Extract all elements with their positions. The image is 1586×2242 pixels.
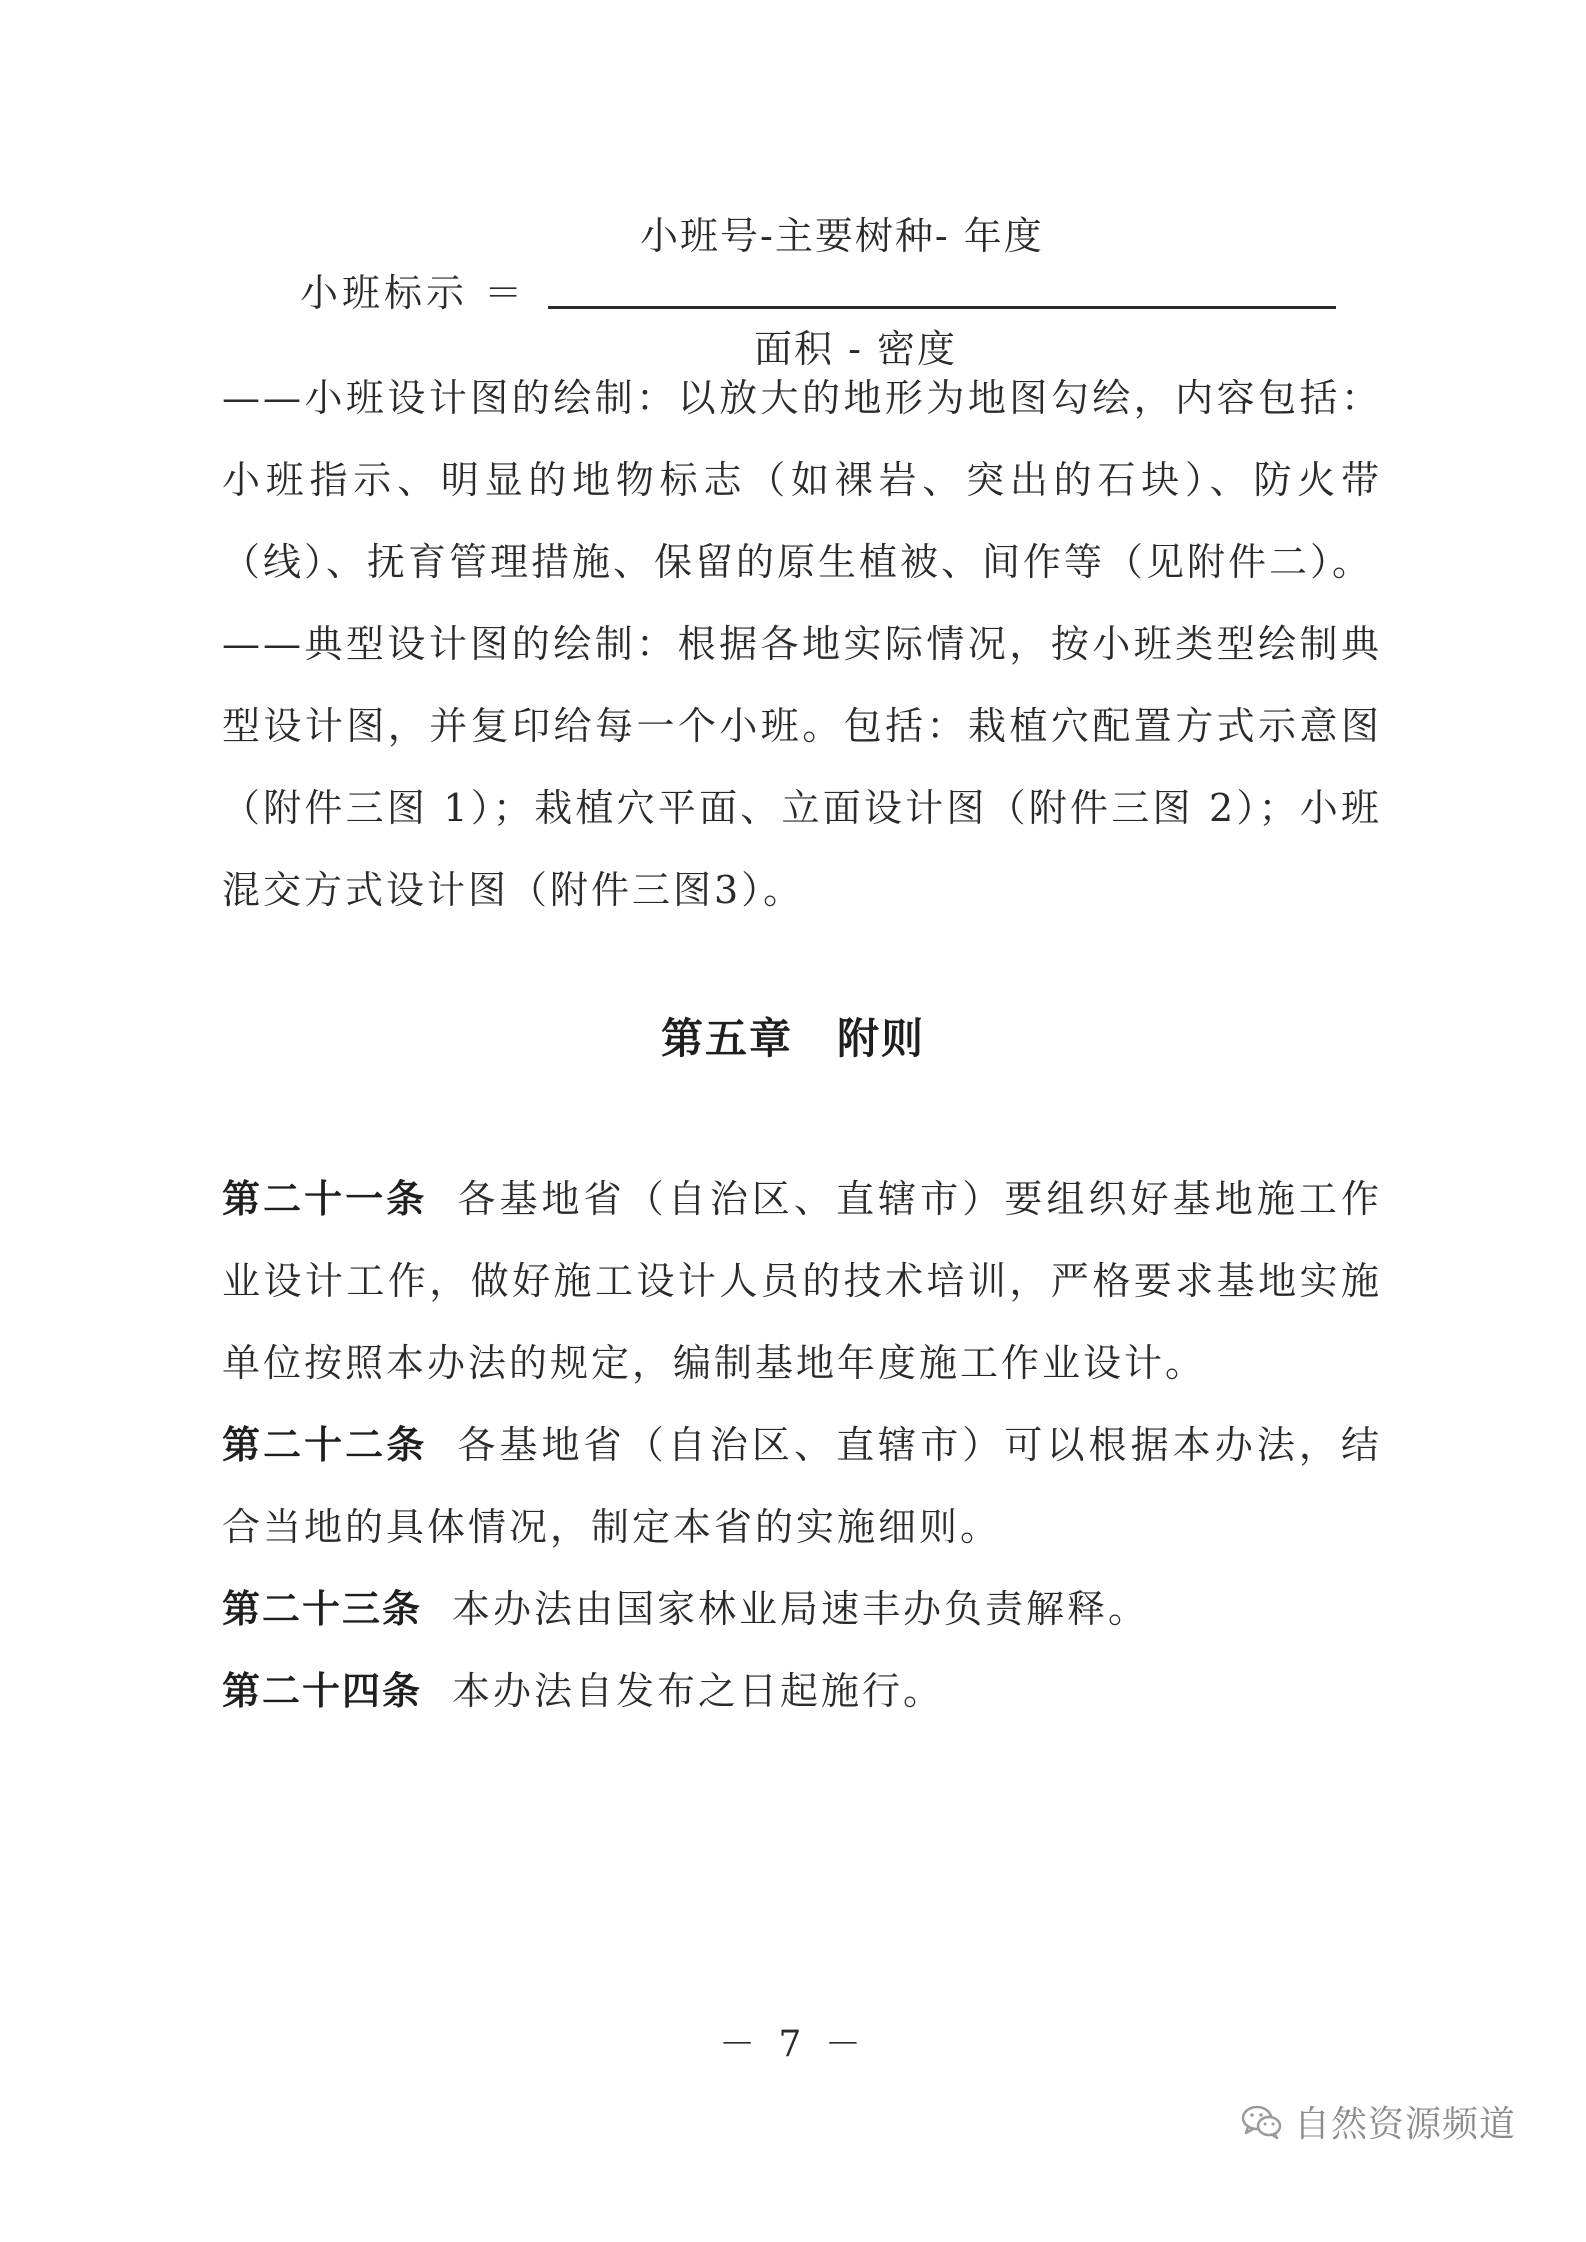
formula-label: 小班标示 ＝: [300, 271, 527, 315]
formula-numerator: 小班号-主要树种- 年度: [640, 214, 1044, 258]
article-number: 第二十四条: [222, 1669, 423, 1713]
wechat-icon: [1240, 2102, 1284, 2142]
article-22: [222, 1404, 1382, 1568]
article-number: 第二十三条: [222, 1587, 423, 1631]
paragraph-typical-design: ——典型设计图的绘制：根据各地实际情况，按小班类型绘制典型设计图，并复印给每一个小班。包括：栽植穴配置方式示意图（附件三图 1）；栽植穴平面、立面设计图（附件三图 2）；小班混交方式设计图（附件三图3）。: [222, 622, 1382, 912]
paragraph-drawing-method: ——小班设计图的绘制：以放大的地形为地图勾绘，内容包括：小班指示、明显的地物标志（如裸岩、突出的石块）、防火带（线）、抚育管理措施、保留的原生植被、间作等（见附件二）。: [222, 376, 1382, 584]
formula-denominator: 面积 - 密度: [754, 327, 957, 371]
article-number: 第二十一条: [222, 1177, 428, 1221]
chapter-title: 第五章 附则: [660, 1014, 925, 1063]
article-24: [222, 1650, 1382, 1732]
article-text: 各基地省（自治区、直辖市）要组织好基地施工作业设计工作，做好施工设计人员的技术培训，严格要求基地实施单位按照本办法的规定，编制基地年度施工作业设计。: [222, 1177, 1382, 1385]
article-text: 本办法由国家林业局速丰办负责解释。: [452, 1587, 1150, 1631]
watermark-text: 自然资源频道: [1293, 2104, 1516, 2145]
article-21: [222, 1158, 1382, 1404]
page-number: － 7 －: [719, 2024, 867, 2065]
article-text: 本办法自发布之日起施行。: [452, 1669, 945, 1713]
watermark: [1240, 2096, 1516, 2147]
article-number: 第二十二条: [222, 1423, 428, 1467]
article-23: [222, 1568, 1382, 1650]
article-text: 各基地省（自治区、直辖市）可以根据本办法，结合当地的具体情况，制定本省的实施细则。: [222, 1423, 1382, 1549]
fraction-bar: [548, 306, 1336, 309]
